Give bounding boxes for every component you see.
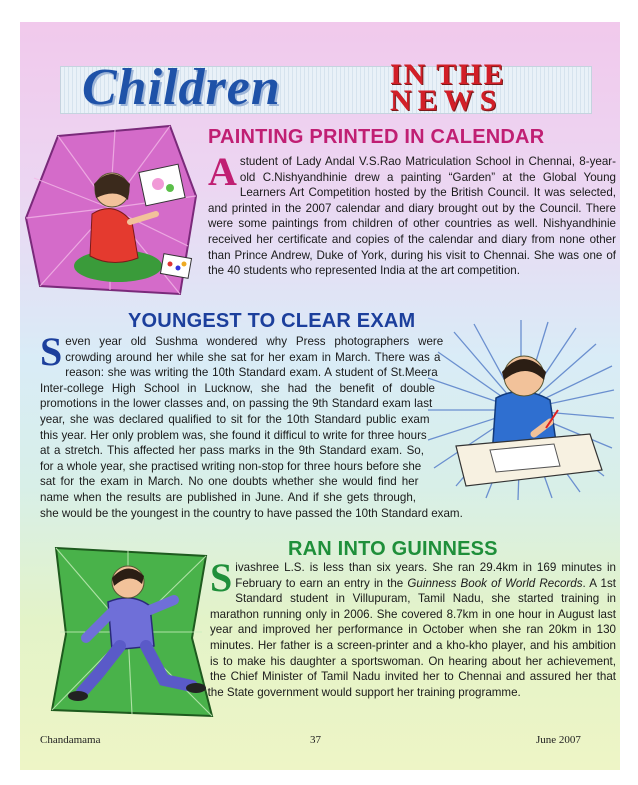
story-3-book-title: Guinness Book of World Records xyxy=(407,576,583,590)
footer-publication: Chandamama xyxy=(40,734,101,746)
illustration-wrap-left xyxy=(60,560,210,718)
masthead xyxy=(60,60,590,120)
masthead-in-the: IN THE xyxy=(390,58,506,91)
story-3-dropcap: S xyxy=(210,555,233,600)
magazine-page xyxy=(20,22,620,770)
footer-date: June 2007 xyxy=(536,734,581,746)
footer-page-number: 37 xyxy=(310,734,321,746)
illustration-wrap-story-1 xyxy=(40,154,208,294)
story-2-dropcap: S xyxy=(40,329,63,374)
story-1-text: student of Lady Andal V.S.Rao Matriculation School in Chennai, 8-year-old C.Nishyandhinie drew a painting “Garden” at the Global Young Learners Art Competition hosted by the British Council. It was selected, and printed in the 2007 calendar and diary brought out by the Council. There were some paintings from children of other countries as well. Nishyandhinie received her certificate and copies of the calendar and diary from none other than Prince Andrew, Duke of York, during his visit to Chennai. She was one of the 40 students who represented India at the art competition. xyxy=(208,155,616,278)
story-2-title: YOUNGEST TO CLEAR EXAM xyxy=(128,310,416,332)
story-1-title: PAINTING PRINTED IN CALENDAR xyxy=(208,126,545,148)
story-1-dropcap: A xyxy=(208,149,237,194)
story-1-body xyxy=(40,149,616,294)
story-3-text-a: ivashree L.S. is less than six years. She ran 29.4km in 169 minutes in February to earn an entry in the xyxy=(235,561,616,590)
masthead-news: NEWS xyxy=(390,84,503,117)
story-2-body xyxy=(40,329,616,521)
masthead-title: Children xyxy=(82,59,281,116)
illustration-wrap xyxy=(416,334,616,504)
story-3-body xyxy=(60,555,616,718)
story-2-text: even year old Sushma wondered why Press photographers were crowding around her while she sat for her exam in March. There was a reason: she was writing the 10th Standard exam. A student of St.Meera Inter-college High School in Lucknow, she had the benefit of double promotions in the lower classes and, on passing the 9th Standard exam last year, she was declared qualified to sit for the 10th Standard public exam this year. Her only problem was, she found it difficul to write for three hours at a stretch. This affected her pass marks in the 9th Standard exam. So, for a whole year, she practised writing non-stop for three hours before she sat for the exam in March. No one doubts whether she would find her name when the results are published in June. And if she gets through, she would be the youngest in the country to have passed the 10th Standard exam. xyxy=(40,335,463,520)
story-3-title: RAN INTO GUINNESS xyxy=(288,538,498,560)
story-3-text-b: . A 1st Standard student in Villupuram, Tamil Nadu, she started training in marathon running only in 2006. She covered 8.7km in one hour in August last year and improved her performance in October when she ran 20km in 130 minutes. Her father is a screen-printer and a kho-kho player, and his ambition is to make his daughter a sportswoman. On hearing about her achievement, the Chief Minister of Tamil Nadu invited her to Chennai and assured her that the State government would support her training programme. xyxy=(207,576,616,699)
